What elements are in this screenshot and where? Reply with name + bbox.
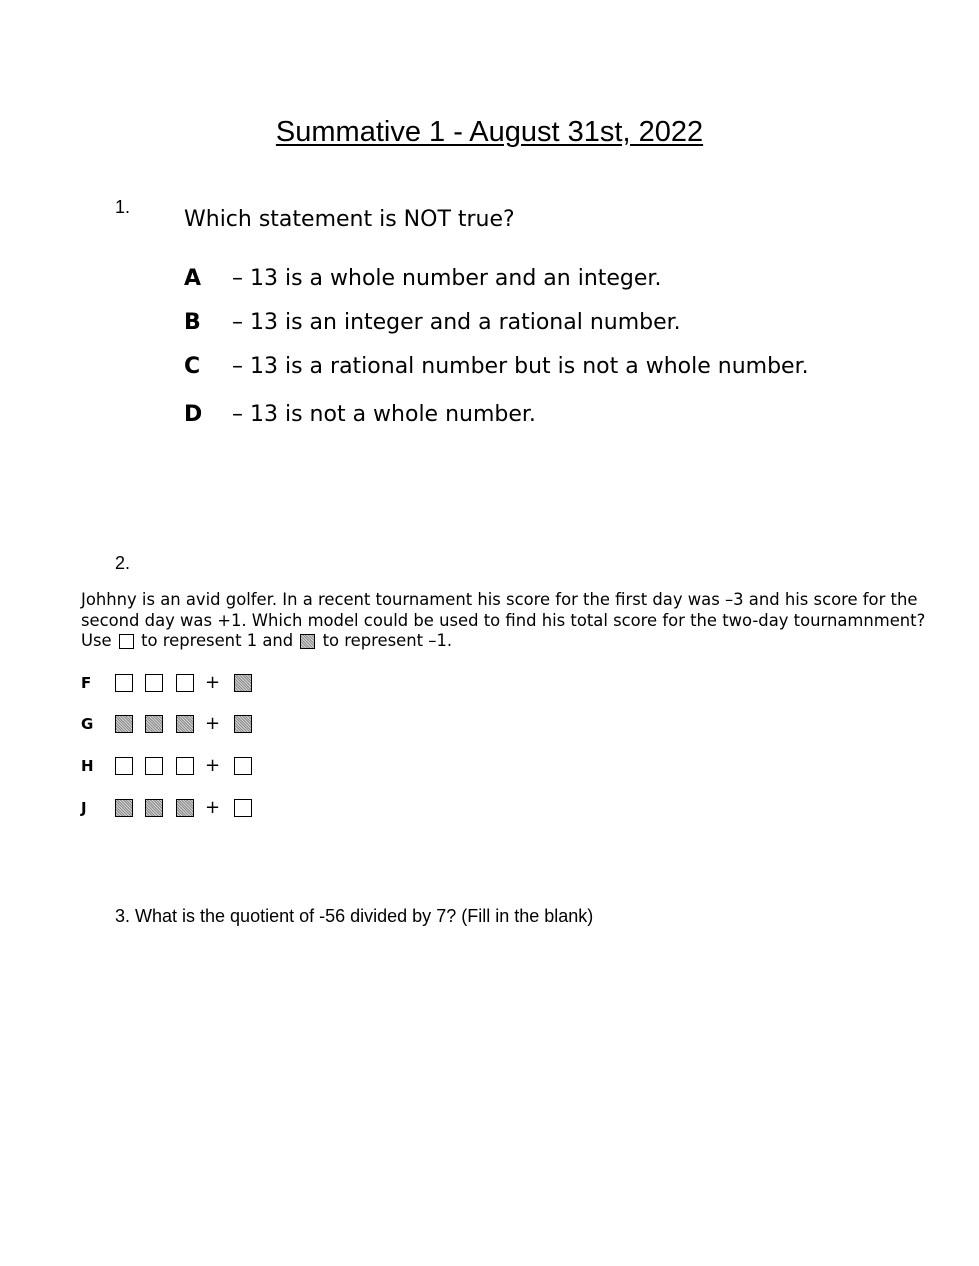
- positive-tile-icon: [145, 674, 163, 692]
- option-letter: J: [81, 799, 87, 817]
- positive-tile-icon: [115, 757, 133, 775]
- question-1-choice-d[interactable]: [184, 402, 536, 427]
- choice-letter: C: [184, 354, 201, 379]
- choice-text: – 13 is an integer and a rational number.: [232, 310, 681, 335]
- plus-sign: +: [205, 755, 221, 776]
- negative-tile-icon: [300, 634, 315, 649]
- choice-letter: D: [184, 402, 203, 427]
- negative-tile-icon: [234, 674, 252, 692]
- positive-tile-icon: [115, 674, 133, 692]
- question-1-choice-c[interactable]: [184, 354, 809, 379]
- positive-tile-icon: [234, 799, 252, 817]
- negative-tile-icon: [176, 799, 194, 817]
- question-2-number: 2.: [115, 553, 131, 573]
- stem-text: Johhny is an avid golfer. In a recent tournament his score for the first day was –3 and his score for the second day was +1. Which model could be used to find his total score for the two-day tournamnment? Use: [81, 590, 926, 650]
- plus-sign: +: [205, 713, 221, 734]
- positive-tile-icon: [176, 674, 194, 692]
- question-1-number: 1.: [115, 197, 131, 217]
- positive-tile-icon: [176, 757, 194, 775]
- question-2-stem: [81, 590, 961, 652]
- negative-tile-icon: [115, 715, 133, 733]
- positive-tile-icon: [234, 757, 252, 775]
- negative-tile-icon: [145, 715, 163, 733]
- page-title: Summative 1 - August 31st, 2022: [275, 116, 704, 148]
- positive-tile-icon: [145, 757, 163, 775]
- choice-letter: A: [184, 266, 202, 291]
- choice-text: – 13 is a whole number and an integer.: [232, 266, 662, 291]
- plus-sign: +: [205, 797, 221, 818]
- plus-sign: +: [205, 672, 221, 693]
- negative-tile-icon: [145, 799, 163, 817]
- option-letter: H: [81, 757, 94, 775]
- choice-text: – 13 is a rational number but is not a whole number.: [232, 354, 809, 379]
- negative-tile-icon: [234, 715, 252, 733]
- question-1-choice-a[interactable]: [184, 266, 661, 291]
- choice-text: – 13 is not a whole number.: [232, 402, 536, 427]
- question-1-stem: Which statement is NOT true?: [184, 207, 515, 232]
- stem-text: to represent –1.: [322, 631, 453, 650]
- negative-tile-icon: [115, 799, 133, 817]
- choice-letter: B: [184, 310, 201, 335]
- stem-text: to represent 1 and: [141, 631, 294, 650]
- option-letter: G: [81, 715, 94, 733]
- option-letter: F: [81, 674, 92, 692]
- question-1-choice-b[interactable]: [184, 310, 681, 335]
- question-3-text: 3. What is the quotient of -56 divided by 7? (Fill in the blank): [115, 906, 594, 926]
- positive-tile-icon: [119, 634, 134, 649]
- negative-tile-icon: [176, 715, 194, 733]
